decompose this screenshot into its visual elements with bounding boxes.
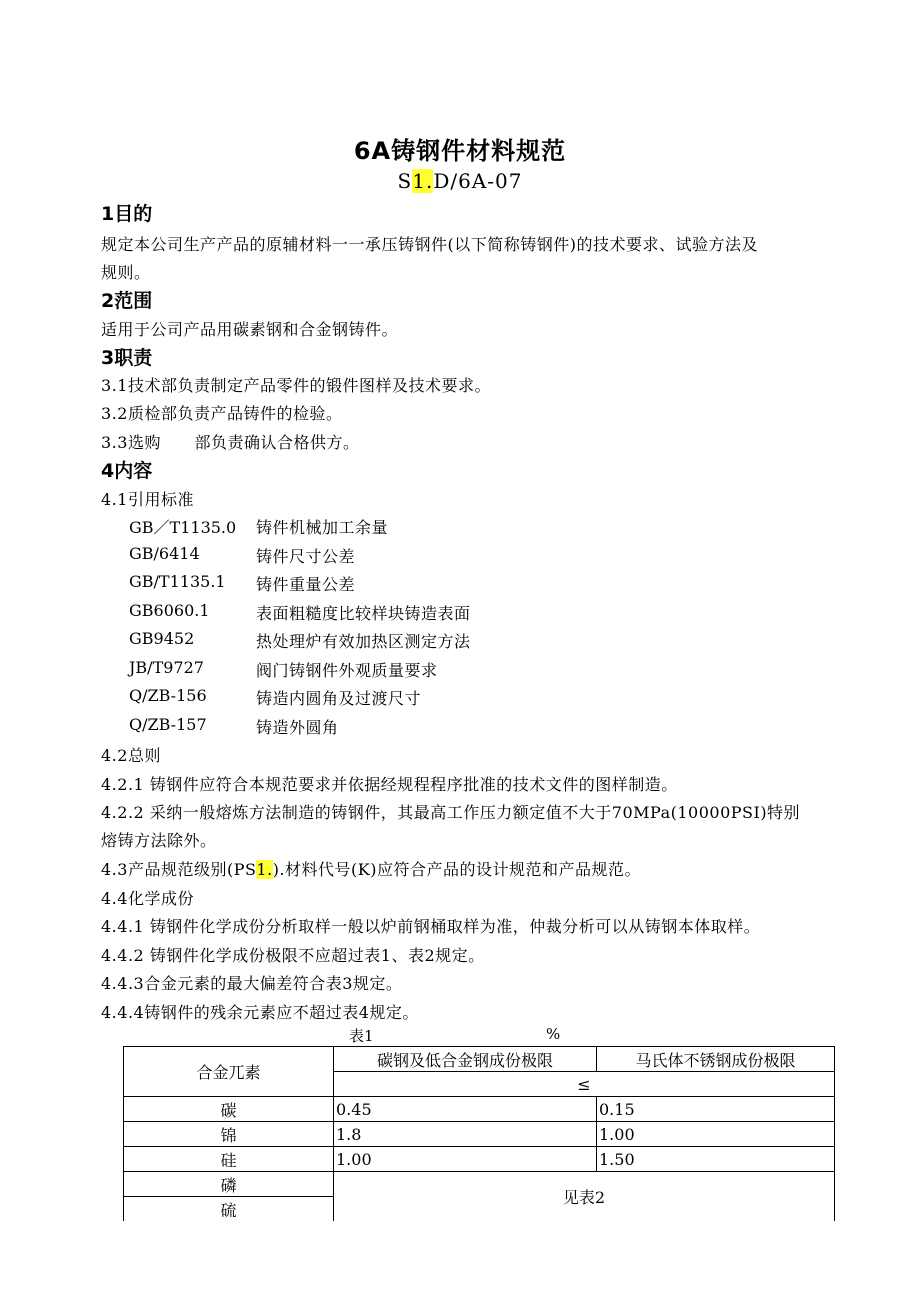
standard-name: 铸件机械加工余量	[256, 518, 389, 537]
table1-header-element: 合金兀素	[124, 1047, 334, 1097]
section-3-2: 3.2质检部负责产品铸件的检验。	[101, 404, 343, 423]
section-4-3-highlight: 1.	[256, 860, 273, 879]
standard-code: GB/T1135.1	[129, 572, 226, 591]
table1-element: 锦	[124, 1122, 334, 1147]
table1-element-s: 硫	[124, 1197, 334, 1222]
section-3-1: 3.1技术部负责制定产品零件的锻件图样及技术要求。	[101, 376, 491, 395]
section-4-4-4: 4.4.4铸钢件的残余元素应不超过表4规定。	[101, 1003, 419, 1022]
standard-code: Q/ZB-157	[129, 715, 207, 734]
standard-code: GB／T1135.0	[129, 518, 237, 537]
section-2-text: 适用于公司产品用碳素钢和合金钢铸件。	[101, 320, 399, 339]
code-suffix: D/6A-07	[433, 169, 523, 193]
section-4-3	[101, 857, 641, 880]
section-4-4-1: 4.4.1 铸钢件化学成份分析取样一般以炉前钢桶取样为准，仲裁分析可以从铸钢本体取样。	[101, 917, 761, 936]
table1-unit: %	[546, 1025, 561, 1043]
table1-carbon-value: 0.45	[334, 1097, 597, 1122]
code-prefix: S	[397, 169, 413, 193]
standard-code: GB9452	[129, 629, 195, 648]
section-1-text-line2: 规则。	[101, 263, 151, 282]
table1-martensitic-value: 1.00	[597, 1122, 835, 1147]
table1-martensitic-value: 1.50	[597, 1147, 835, 1172]
table1	[123, 1046, 835, 1221]
standard-name: 铸件重量公差	[256, 575, 356, 594]
code-highlight: 1.	[412, 169, 434, 193]
standard-code: Q/ZB-156	[129, 686, 207, 705]
section-4-3-suffix: ).材料代号(K)应符合产品的设计规范和产品规范。	[272, 860, 641, 879]
standard-name: 阀门铸钢件外观质量要求	[256, 661, 438, 680]
table1-element-p: 磷	[124, 1172, 334, 1197]
section-2-heading: 2范围	[101, 290, 153, 312]
table-row	[124, 1097, 835, 1122]
document-code	[0, 169, 920, 193]
section-4-4: 4.4化学成份	[101, 889, 194, 908]
standard-name: 热处理炉有效加热区测定方法	[256, 632, 471, 651]
table1-header-row	[124, 1047, 835, 1072]
section-1-text-line1: 规定本公司生产产品的原辅材料一一承压铸钢件(以下简称铸钢件)的技术要求、试验方法及	[101, 235, 758, 254]
table1-header-martensitic: 马氏体不锈钢成份极限	[597, 1047, 835, 1072]
section-1-heading: 1目的	[101, 203, 153, 225]
table1-element: 硅	[124, 1147, 334, 1172]
section-4-2: 4.2总则	[101, 746, 161, 765]
standard-name: 铸件尺寸公差	[256, 547, 356, 566]
standard-code: GB/6414	[129, 544, 200, 563]
section-4-3-prefix: 4.3产品规范级别(PS	[101, 860, 257, 879]
section-4-2-2-line2: 熔铸方法除外。	[101, 831, 217, 850]
section-4-2-2-line1: 4.2.2 采纳一般熔炼方法制造的铸钢件，其最高工作压力额定值不大于70MPa(10000PSI)特别	[101, 803, 801, 822]
table-row	[124, 1122, 835, 1147]
table1-le-symbol: ≤	[334, 1072, 835, 1097]
standard-code: GB6060.1	[129, 601, 210, 620]
section-4-4-2: 4.4.2 铸钢件化学成份极限不应超过表1、表2规定。	[101, 946, 485, 965]
table-row	[124, 1172, 835, 1197]
table1-header-carbon: 碳钢及低合金钢成份极限	[334, 1047, 597, 1072]
standard-name: 表面粗糙度比较样块铸造表面	[256, 604, 471, 623]
section-4-2-1: 4.2.1 铸钢件应符合本规范要求并依据经规程程序批准的技术文件的图样制造。	[101, 775, 678, 794]
section-4-heading: 4内容	[101, 460, 153, 482]
table1-see-table2: 见表2	[334, 1172, 835, 1222]
table1-element: 碳	[124, 1097, 334, 1122]
table1-martensitic-value: 0.15	[597, 1097, 835, 1122]
page-title: 6A铸钢件材料规范	[353, 137, 567, 165]
standard-name: 铸造内圆角及过渡尺寸	[256, 689, 422, 708]
table1-caption: 表1	[349, 1027, 374, 1045]
table1-carbon-value: 1.00	[334, 1147, 597, 1172]
standard-code: JB/T9727	[129, 658, 204, 677]
table1-carbon-value: 1.8	[334, 1122, 597, 1147]
section-3-3: 3.3选购 部负责确认合格供方。	[101, 433, 360, 452]
standard-name: 铸造外圆角	[256, 718, 339, 737]
section-3-heading: 3职责	[101, 347, 153, 369]
section-4-1: 4.1引用标准	[101, 490, 194, 509]
table-row	[124, 1147, 835, 1172]
section-4-4-3: 4.4.3合金元素的最大偏差符合表3规定。	[101, 974, 403, 993]
